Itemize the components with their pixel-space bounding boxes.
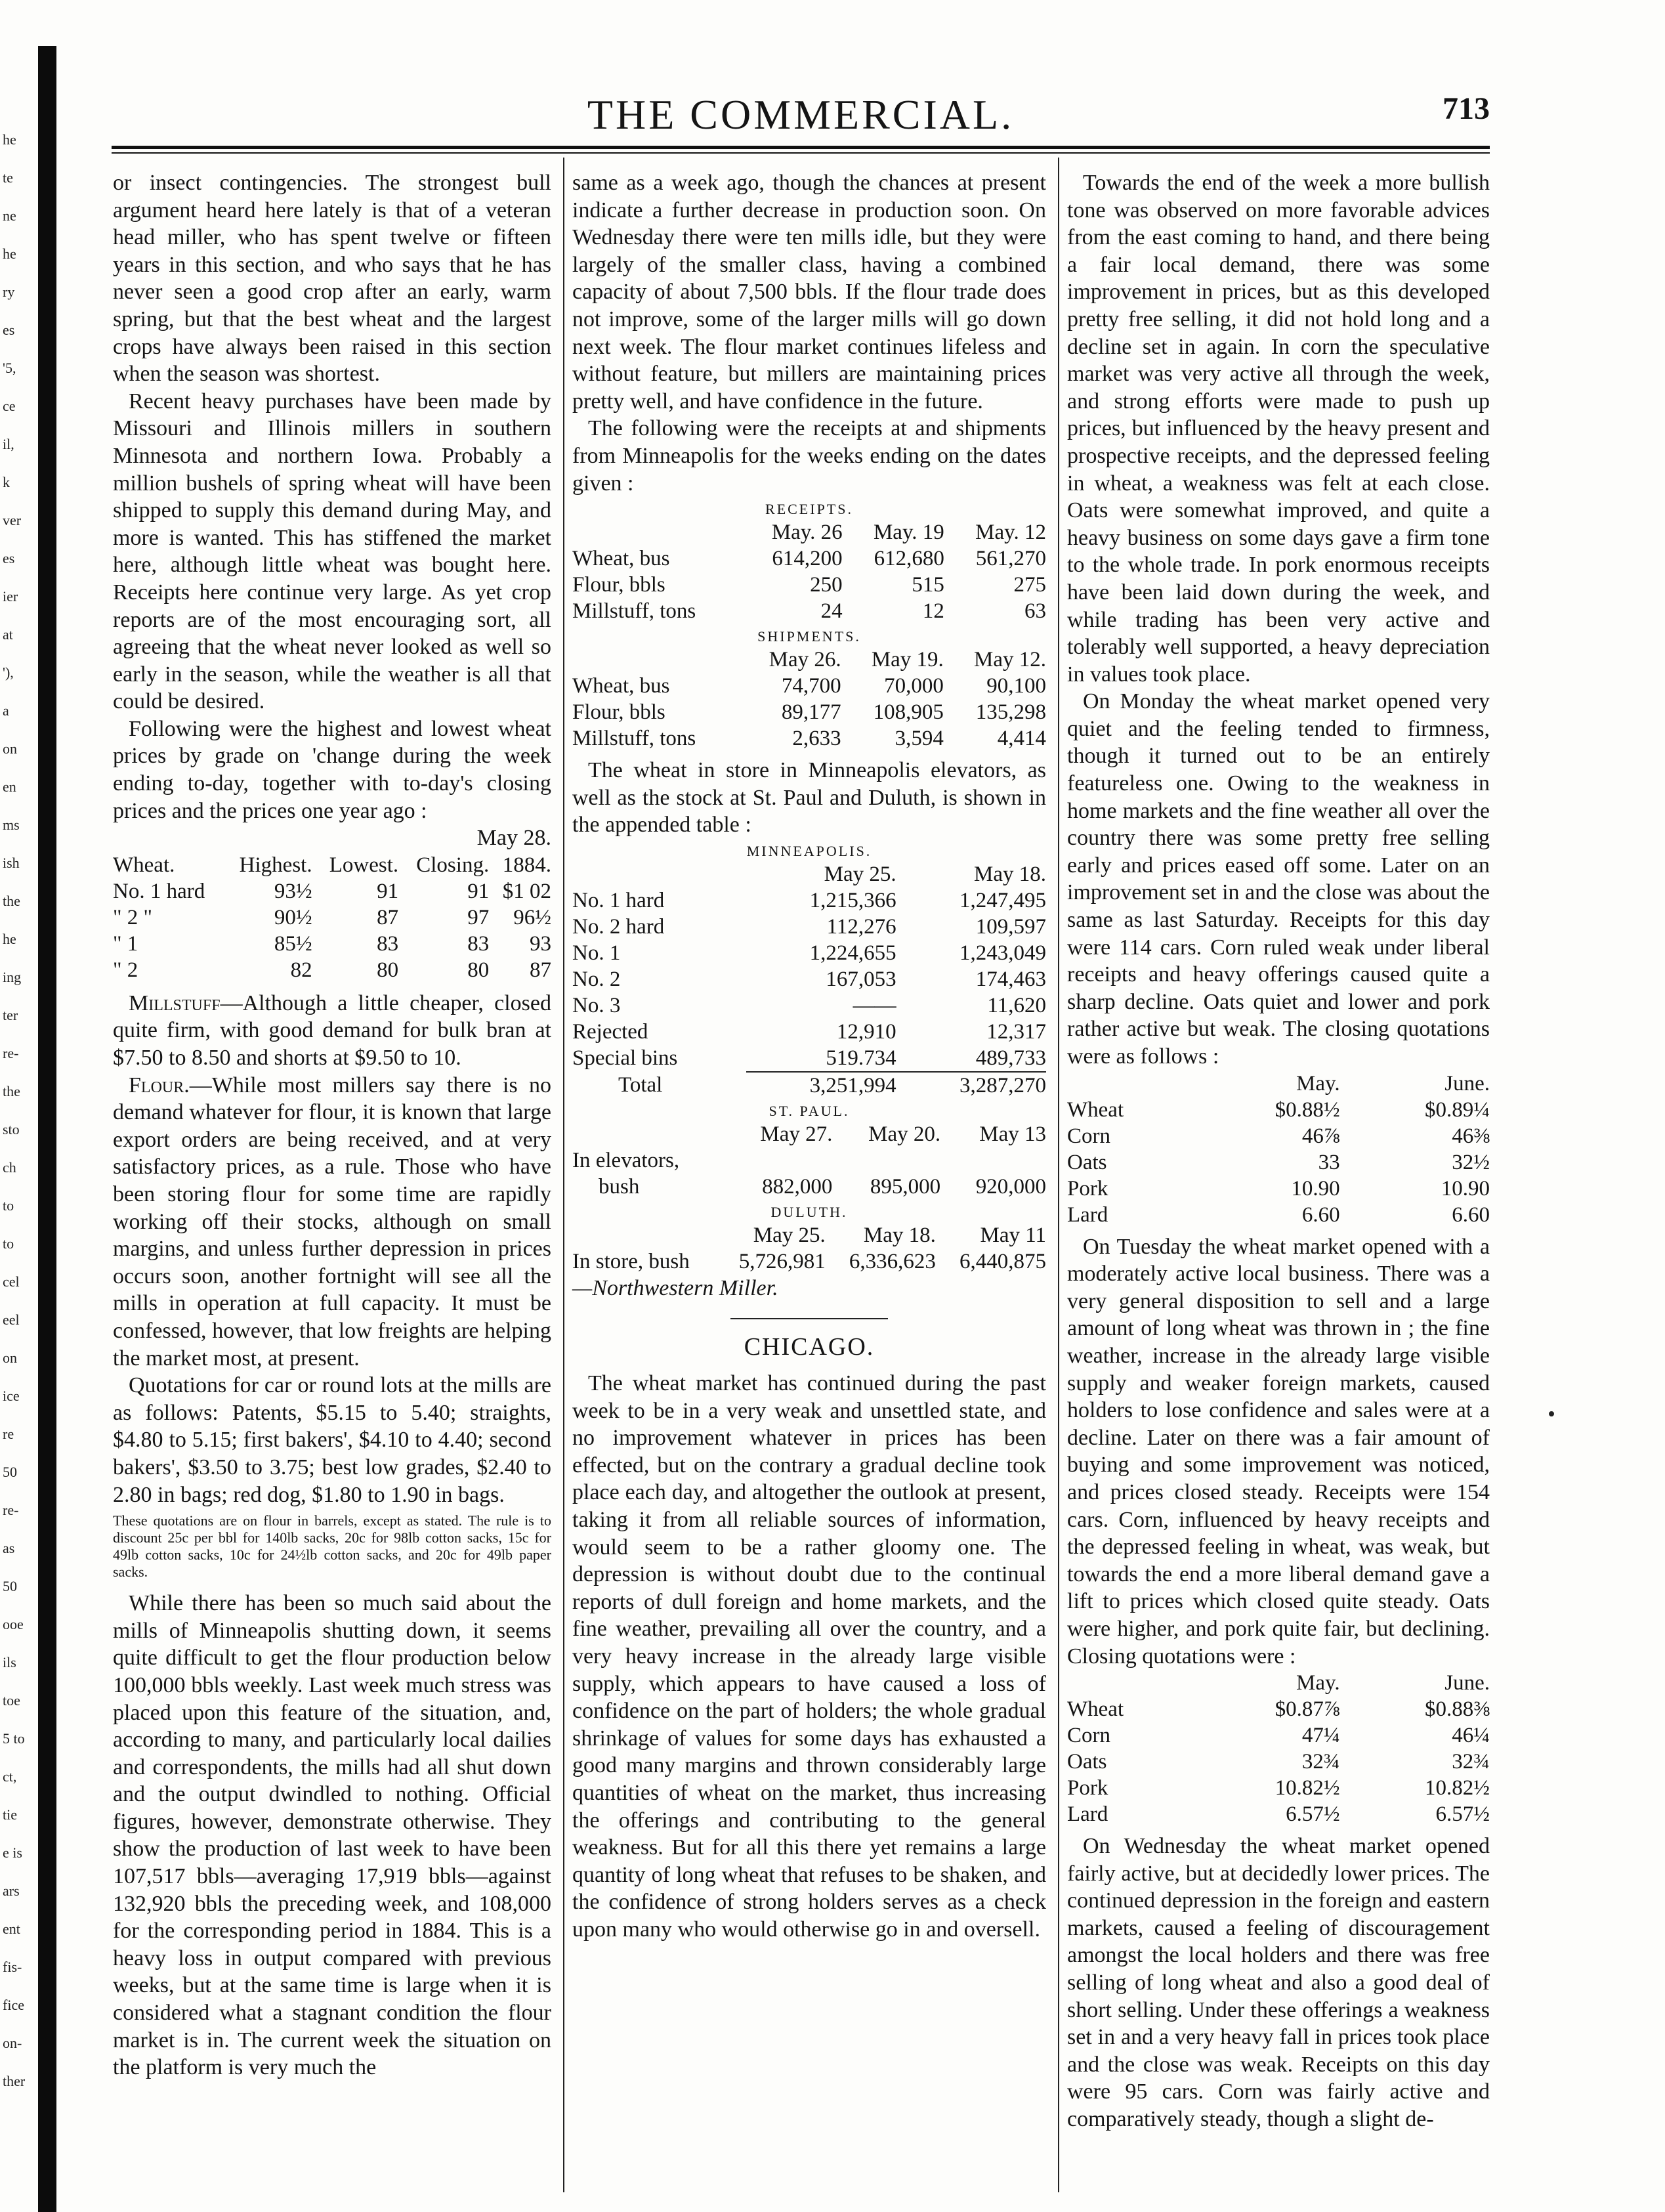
table-row-label: Wheat.	[113, 853, 175, 877]
table-row	[572, 992, 1046, 1019]
fragment-text: on	[3, 1350, 17, 1366]
table-cell: 32½	[1452, 1150, 1490, 1174]
table-cell: 32¾	[1301, 1750, 1340, 1774]
table-row	[572, 598, 1046, 624]
table-cell: Highest.	[239, 853, 312, 877]
duluth-stock-table	[572, 1222, 1046, 1275]
table-cell: 1,215,366	[809, 888, 896, 912]
ink-speck	[1549, 1411, 1554, 1416]
fragment-text: fice	[3, 1997, 24, 2013]
table-cell: 3,594	[895, 727, 944, 751]
fragment-text: ent	[3, 1921, 20, 1937]
table-cell: 93½	[274, 879, 312, 903]
table-cell: 10.90	[1291, 1176, 1340, 1201]
table-cell: 6,336,623	[849, 1249, 936, 1273]
table-cell: $1 02	[502, 879, 551, 903]
table-row-label: Lard	[1067, 1202, 1108, 1227]
table-row-label	[572, 647, 738, 673]
binding-shadow	[38, 46, 56, 2212]
table-row	[572, 940, 1046, 966]
run-in-heading: Flour.	[129, 1073, 190, 1097]
table-cell: 6.57½	[1435, 1802, 1490, 1827]
paragraph: The following were the receipts at and shipments from Minneapolis for the weeks ending on the dates given :	[572, 416, 1046, 496]
table-caption: MINNEAPOLIS.	[746, 842, 872, 859]
table-cell: 12,910	[836, 1019, 896, 1044]
table-row	[113, 957, 551, 983]
fragment-text: ver	[3, 512, 22, 528]
fragment-text: 5 to	[3, 1730, 25, 1747]
table-row	[572, 1019, 1046, 1045]
table-caption: SHIPMENTS.	[757, 628, 861, 645]
table-cell: 82	[290, 958, 312, 982]
table-cell: 250	[810, 573, 843, 597]
table-row	[1067, 1696, 1490, 1722]
paragraph: The wheat market has continued during the past week to be in a very weak and unsettled state, and no improvement whatever in prices has been effected, but on the contrary a gradual decline took place each day, and altogether the outlook at present, taking it from all reliable sources of information, would seem to be a rather gloomy one. The depression is without doubt due to the continual reports of dull foreign and home markets, and the fine weather, prevailing all over the country, and a very heavy increase in the already large visible supply, which appears to have caused a loss of confidence on the part of holders; the whole gradual shrinkage of values for some days has exhausted a good many margins and thrown considerably large quantities of wheat on the market, thus increasing the offerings and contributing to the general weakness. But for all this there yet remains a large quantity of long wheat that refuses to be shaken, and the confidence of strong holders serves as a check upon many who would otherwise go in and oversell.	[572, 1371, 1046, 1942]
table-header-row	[1067, 1071, 1490, 1097]
table-row	[1067, 1176, 1490, 1202]
table-row-label: Wheat	[1067, 1697, 1124, 1722]
table-cell: $0.87⅞	[1275, 1697, 1340, 1722]
fragment-text: ry	[3, 284, 15, 300]
table-row-label	[572, 1121, 725, 1147]
table-cell: 96½	[513, 905, 551, 929]
paragraph-text: —Although a little cheaper, closed quite firm, with good demand for bulk bran at $7.50 to 8.50 and shorts at $9.50 to 10.	[113, 990, 551, 1071]
table-row-label: In elevators,	[572, 1148, 680, 1172]
table-row-label: Wheat, bus	[572, 547, 670, 571]
table-row-label: bush	[599, 1174, 640, 1199]
table-cell: 519.734	[826, 1046, 896, 1070]
fragment-text: to	[3, 1235, 14, 1252]
fragment-text: te	[3, 169, 13, 186]
table-row-label: Pork	[1067, 1776, 1108, 1800]
table-cell: 74,700	[781, 674, 841, 698]
column-3	[1067, 169, 1490, 2133]
fragment-text: the	[3, 1083, 20, 1099]
run-in-heading: Millstuff	[129, 990, 221, 1015]
table-row-label: No. 1 hard	[572, 888, 665, 912]
fragment-text: ier	[3, 588, 18, 605]
table-row	[572, 572, 1046, 598]
table-cell: 6.60	[1452, 1202, 1490, 1227]
fragment-text: cel	[3, 1273, 20, 1290]
fragment-text: ms	[3, 817, 20, 833]
table-row-label	[572, 519, 741, 545]
table-row	[572, 1174, 1046, 1200]
paragraph: Recent heavy purchases have been made by Missouri and Illinois millers in southern Minnesota and northern Iowa. Probably a million bushels of spring wheat will have been shipped to supply this demand during May, and more is wanted. This has stiffened the market here, although little wheat was bought here. Receipts here continue very large. As yet crop reports are of the most encouraging sort, all agreeing that the wheat never looked as well so early in the season, while the weather is all that could be desired.	[113, 389, 551, 714]
table-row	[572, 966, 1046, 992]
table-caption: DULUTH.	[770, 1203, 848, 1220]
fragment-text: tie	[3, 1806, 17, 1823]
shipments-table	[572, 647, 1046, 752]
fragment-text: a	[3, 702, 9, 719]
table-row	[1067, 1749, 1490, 1775]
table-cell: 46⅞	[1301, 1124, 1340, 1148]
table-row-label: Millstuff, tons	[572, 599, 696, 624]
fragment-text: ther	[3, 2073, 26, 2089]
column-1	[113, 169, 551, 2081]
table-cell: 89,177	[781, 700, 841, 725]
table-row	[113, 904, 551, 931]
paragraph: On Tuesday the wheat market opened with a moderately active local business. There was a very general disposition to sell and a large amount of long wheat was thrown in ; the fine weather, increase in the already large visible supply and weaker foreign markets, caused holders to lose confidence and sales were at a decline. Later on there was a fair amount of buying and some improvement was noticed, and prices closed steady. Receipts were 154 cars. Corn, influenced by heavy receipts and the depressed feeling in wheat, was weak, but towards the end a more liberal demand gave a lift to prices which closed quite steady. Oats were higher, and pork quite fair, but declining. Closing quotations were :	[1067, 1234, 1490, 1669]
table-row-label: Millstuff, tons	[572, 727, 696, 751]
paragraph: Following were the highest and lowest wheat prices by grade on 'change during the week ending to-day, together with to-day's closing prices and the prices one year ago :	[113, 716, 551, 823]
table-row-label: Lard	[1067, 1802, 1108, 1827]
table-cell: 1,243,049	[959, 941, 1046, 965]
table-row-label: " 1	[113, 931, 138, 956]
table-row	[572, 887, 1046, 914]
fragment-text: ct,	[3, 1768, 17, 1785]
paragraph: Quotations for car or round lots at the mills are as follows: Patents, $5.15 to 5.40; straights, $4.80 to 5.15; first bakers', $4.10 to 4.40; second bakers', $3.50 to 3.75; best low grades, $2.40 to 2.80 in bags; red dog, $1.80 to 1.90 in bags.	[113, 1373, 551, 1507]
table-cell: $0.88⅜	[1425, 1697, 1490, 1722]
fragment-text: ils	[3, 1654, 16, 1670]
paragraph: On Monday the wheat market opened very quiet and the feeling tended to firmness, though it turned out to be an entirely featureless one. Owing to the weakness in home markets and the fine weather all over the country there was some pretty free selling early and prices eased off some. Later on an improvement set in and the close was about the same as last Saturday. Receipts for this day were 114 cars. Corn ruled weak under liberal receipts and heavy offerings caused quite a sharp decline. Oats quiet and lower and pork rather active but weak. The closing quotations were as follows :	[1067, 689, 1490, 1069]
table-cell: 167,053	[826, 967, 896, 991]
table-row-label: " 2	[113, 958, 138, 982]
fragment-text: il,	[3, 436, 14, 452]
fragment-text: he	[3, 245, 16, 262]
table-row-label: Wheat, bus	[572, 674, 670, 698]
table-row	[113, 931, 551, 957]
page-number: 713	[1443, 91, 1490, 126]
table-cell: May 13	[979, 1122, 1046, 1146]
table-cell: June.	[1444, 1671, 1490, 1695]
table-row	[1067, 1123, 1490, 1149]
fragment-text: e is	[3, 1844, 22, 1861]
table-row-label: Flour, bbls	[572, 700, 665, 725]
header-rule-thick	[112, 146, 1490, 149]
table-row-label	[1067, 1670, 1190, 1696]
previous-page-fragments	[0, 131, 36, 2166]
fragment-text: ce	[3, 398, 16, 414]
table-cell: 91	[467, 879, 490, 903]
paragraph-millstuff	[113, 990, 551, 1072]
table-total-row	[572, 1072, 1046, 1099]
table-cell: 6.57½	[1286, 1802, 1340, 1827]
fragment-text: ter	[3, 1007, 18, 1023]
table-cell: May 18.	[863, 1223, 936, 1247]
table-cell: 614,200	[772, 547, 843, 571]
section-title: CHICAGO.	[744, 1332, 875, 1361]
table-cell: 882,000	[762, 1174, 833, 1199]
table-cell: $0.89¼	[1425, 1097, 1490, 1122]
table-cell: 83	[467, 931, 490, 956]
table-cell: May 11	[980, 1223, 1046, 1247]
fragment-text: es	[3, 322, 15, 338]
table-cell: May.	[1296, 1671, 1340, 1695]
table-cell: 1,224,655	[809, 941, 896, 965]
fragment-text: fis-	[3, 1959, 22, 1975]
section-rule	[730, 1318, 888, 1319]
fragment-text: he	[3, 931, 16, 947]
table-cell: 515	[912, 573, 944, 597]
fragment-text: sto	[3, 1121, 20, 1138]
table-row	[1067, 1722, 1490, 1749]
table-cell: ——	[853, 993, 896, 1017]
closing-quotations-table	[1067, 1670, 1490, 1827]
table-row-label	[572, 1222, 715, 1248]
table-row	[572, 725, 1046, 752]
table-header-row	[572, 519, 1046, 545]
table-row	[1067, 1775, 1490, 1801]
table-cell: 83	[377, 931, 399, 956]
fragment-text: en	[3, 778, 16, 795]
table-cell: May 25.	[824, 862, 896, 886]
paragraph: While there has been so much said about the mills of Minneapolis shutting down, it seems quite difficult to get the flour production below 100,000 bbls weekly. Last week much stress was placed upon this feature of the situation, and, according to many, and particularly local dailies and correspondents, the mills had all shut down and the output dwindled to nothing. Official figures, however, demonstrate otherwise. They show the production of last week to have been 107,517 bbls—averaging 17,919 bbls—against 132,920 bbls the preceding week, and 108,000 for the corresponding period in 1884. This is a heavy loss in output compared with previous weeks, but at the same time is large when it is considered what a stagnant condition the flour market is in. The current week the situation on the platform is very much the	[113, 1591, 551, 2080]
price-table-date: May 28.	[476, 826, 551, 851]
header-rule-thin	[112, 152, 1490, 154]
table-cell: 80	[467, 958, 490, 982]
table-cell: 70,000	[884, 674, 944, 698]
fragment-text: at	[3, 626, 13, 643]
fragment-text: toe	[3, 1692, 20, 1709]
table-cell: 275	[1013, 573, 1046, 597]
table-row	[572, 1248, 1046, 1275]
table-row	[572, 673, 1046, 699]
table-row	[572, 1045, 1046, 1072]
table-row-label: No. 2 hard	[572, 914, 665, 939]
fragment-text: re-	[3, 1502, 19, 1518]
table-cell: 11,620	[987, 993, 1046, 1017]
table-cell: 24	[820, 599, 843, 624]
fragment-text: ish	[3, 855, 20, 871]
table-cell: May.	[1296, 1071, 1340, 1095]
table-row-label: No. 2	[572, 967, 621, 991]
fragment-text: re-	[3, 1045, 19, 1061]
fragment-text: ooe	[3, 1616, 24, 1632]
table-cell: May. 19	[873, 521, 944, 545]
table-cell: 4,414	[997, 727, 1046, 751]
fragment-text: the	[3, 893, 20, 909]
table-cell: 46¼	[1452, 1724, 1490, 1748]
fragment-text: re	[3, 1426, 14, 1442]
table-cell: 63	[1024, 599, 1046, 624]
footnote: These quotations are on flour in barrels, except as stated. The rule is to discount 25c per bbl for 140lb sacks, 20c for 98lb cotton sacks, 15c for 49lb cotton sacks, 10c for 24½lb cotton sacks, and 20c for 49lb paper sacks.	[113, 1512, 551, 1581]
table-cell: 80	[377, 958, 399, 982]
fragment-text: on-	[3, 2035, 22, 2051]
table-cell: 87	[377, 905, 399, 929]
table-cell: 2,633	[792, 727, 841, 751]
table-caption: ST. PAUL.	[769, 1102, 850, 1119]
table-row	[1067, 1202, 1490, 1228]
closing-quotations-table	[1067, 1071, 1490, 1228]
fragment-text: to	[3, 1197, 14, 1214]
fragment-text: ch	[3, 1159, 16, 1176]
masthead-title: THE COMMERCIAL.	[587, 91, 1015, 138]
table-cell: 895,000	[870, 1174, 941, 1199]
table-cell: May 12.	[974, 648, 1046, 672]
source-credit: —Northwestern Miller.	[572, 1275, 778, 1300]
fragment-text: 50	[3, 1464, 17, 1480]
table-cell: 135,298	[975, 700, 1046, 725]
table-cell: 91	[377, 879, 399, 903]
table-row-label: Special bins	[572, 1046, 678, 1071]
table-row	[572, 545, 1046, 572]
table-cell: 561,270	[975, 547, 1046, 571]
table-header-row	[572, 1222, 1046, 1248]
table-cell: 47¼	[1301, 1724, 1340, 1748]
table-cell: 32¾	[1452, 1750, 1490, 1774]
table-header-row	[113, 852, 551, 878]
table-cell: 1,247,495	[959, 888, 1046, 912]
minneapolis-stock-table	[572, 861, 1046, 1099]
table-row-label: Oats	[1067, 1750, 1107, 1774]
table-cell: 3,287,270	[896, 1072, 1046, 1099]
table-row-label: Rejected	[572, 1019, 648, 1044]
fragment-text: ice	[3, 1388, 20, 1404]
table-row-label: No. 1	[572, 941, 621, 965]
receipts-table	[572, 519, 1046, 624]
table-row-label: Pork	[1067, 1176, 1108, 1201]
table-row-label: Wheat	[1067, 1097, 1124, 1122]
fragment-text: ing	[3, 969, 22, 985]
table-row	[113, 878, 551, 904]
table-row	[1067, 1801, 1490, 1827]
fragment-text: ars	[3, 1882, 20, 1899]
column-2	[572, 169, 1046, 1944]
paragraph: or insect contingencies. The strongest bull argument heard here lately is that of a veteran head miller, who has spent twelve or fifteen years in this section, and who says that he has never seen a good crop after an early, warm spring, but that the best wheat and the largest crops have always been raised in this section when the season was shortest.	[113, 171, 551, 387]
table-cell: 174,463	[975, 967, 1046, 991]
table-cell: 109,597	[975, 914, 1046, 939]
paragraph-flour	[113, 1072, 551, 1372]
table-header-row	[572, 1121, 1046, 1147]
fragment-text: es	[3, 550, 15, 566]
table-cell: 12,317	[986, 1019, 1046, 1044]
table-cell: 87	[530, 958, 551, 982]
table-row-label: Flour, bbls	[572, 573, 665, 597]
table-cell: 33	[1318, 1150, 1340, 1174]
table-cell: 10.82½	[1275, 1776, 1340, 1800]
table-cell: 12	[922, 599, 944, 624]
table-row-label: Corn	[1067, 1124, 1110, 1148]
table-cell: Lowest.	[329, 853, 399, 877]
table-cell: 920,000	[975, 1174, 1046, 1199]
table-cell: Closing.	[416, 853, 490, 877]
table-cell: 90½	[274, 905, 312, 929]
table-cell: 112,276	[826, 914, 896, 939]
table-cell: May 19.	[871, 648, 944, 672]
table-cell: 489,733	[975, 1046, 1046, 1070]
table-cell: 90,100	[986, 674, 1046, 698]
table-cell: 97	[467, 905, 490, 929]
table-row-label	[572, 861, 746, 887]
table-cell: 46⅜	[1452, 1124, 1490, 1148]
table-cell: 6,440,875	[959, 1249, 1046, 1273]
table-row-label: " 2 "	[113, 905, 152, 929]
table-cell: May 20.	[868, 1122, 941, 1146]
table-cell: May. 26	[771, 521, 843, 545]
table-cell: May 25.	[753, 1223, 826, 1247]
paragraph: On Wednesday the wheat market opened fairly active, but at decidedly lower prices. The continued depression in the foreign and eastern markets, caused a feeling of discouragement amongst the local holders and there was free selling of long wheat and also a good deal of short selling. Under these offerings a weakness set in and a very heavy fall in prices took place and the close was weak. Receipts on this day were 95 cars. Corn was fairly active and comparatively steady, though a slight de-	[1067, 1834, 1490, 2132]
table-cell: May 18.	[974, 862, 1046, 886]
column-divider	[1058, 158, 1059, 2192]
table-cell: 108,905	[873, 700, 944, 725]
table-row	[1067, 1097, 1490, 1123]
table-cell: June.	[1444, 1071, 1490, 1095]
table-row	[1067, 1149, 1490, 1176]
table-cell: 10.90	[1441, 1176, 1490, 1201]
fragment-text: he	[3, 131, 16, 148]
table-cell: 612,680	[874, 547, 944, 571]
wheat-price-table	[113, 852, 551, 983]
page-header	[112, 91, 1490, 137]
table-row-label: Total	[618, 1073, 663, 1097]
paragraph: same as a week ago, though the chances at present indicate a further decrease in production soon. On Wednesday there were ten mills idle, but they were largely of the smaller class, having a combined capacity of about 7,500 bbls. If the flour trade does not improve, some of the larger mills will go down next week. The flour market continues lifeless and without feature, but millers are maintaining prices pretty well, and have confidence in the future.	[572, 171, 1046, 414]
table-header-row	[572, 861, 1046, 887]
table-row	[572, 1147, 1046, 1174]
table-row-label: Corn	[1067, 1724, 1110, 1748]
table-caption: RECEIPTS.	[765, 501, 853, 518]
fragment-text: k	[3, 474, 10, 490]
table-cell: May 27.	[760, 1122, 833, 1146]
table-header-row	[1067, 1670, 1490, 1696]
table-cell: 6.60	[1301, 1202, 1340, 1227]
table-cell: 3,251,994	[746, 1072, 896, 1099]
table-row-label: Oats	[1067, 1150, 1107, 1174]
table-cell: 5,726,981	[738, 1249, 826, 1273]
table-cell: May. 12	[975, 521, 1046, 545]
table-row-label: No. 1 hard	[113, 879, 205, 903]
table-row	[572, 699, 1046, 725]
st-paul-stock-table	[572, 1121, 1046, 1200]
table-row-label: No. 3	[572, 993, 621, 1017]
fragment-text: eel	[3, 1311, 20, 1328]
table-cell: 10.82½	[1425, 1776, 1490, 1800]
fragment-text: '5,	[3, 360, 16, 376]
column-divider	[563, 158, 564, 2192]
fragment-text: 50	[3, 1578, 17, 1594]
paragraph-text: —While most millers say there is no demand whatever for flour, it is known that large export orders are being received, and at very satisfactory prices, as a rule. Those who have been storing flour for some time are rapidly working off their stocks, although on small margins, and unless further depression in prices occurs soon, another fortnight will see all the mills in operation at full capacity. It must be confessed, however, that low freights are helping the market most, at present.	[113, 1073, 551, 1371]
table-cell: 85½	[274, 931, 312, 956]
fragment-text: ne	[3, 207, 16, 224]
fragment-text: on	[3, 740, 17, 757]
paragraph: Towards the end of the week a more bullish tone was observed on more favorable advices from the east coming to hand, and there being a fair local demand, there was some improvement in prices, but as this developed pretty free selling, it did not hold long and a decline set in again. In corn the speculative market was very active all through the week, and strong efforts were made to push up prices, but influenced by the heavy present and prospective receipts, and the depressed feeling in wheat, a weakness was felt at each close. Oats were somewhat improved, and quite a heavy business on some days gave a firm tone to the whole trade. In pork enormous receipts have been laid down during the week, and while trading has been very active and tolerably well supported, a heavy depreciation in values took place.	[1067, 171, 1490, 687]
table-cell: $0.88½	[1275, 1097, 1340, 1122]
table-row-label: In store, bush	[572, 1249, 690, 1273]
table-cell: 93	[530, 931, 551, 956]
table-header-row	[572, 647, 1046, 673]
table-row	[572, 914, 1046, 940]
paragraph: The wheat in store in Minneapolis elevators, as well as the stock at St. Paul and Duluth, is shown in the appended table :	[572, 758, 1046, 838]
table-cell: May 26.	[769, 648, 841, 672]
fragment-text: '),	[3, 664, 14, 681]
table-row-label	[1067, 1071, 1190, 1097]
table-cell: 1884.	[502, 853, 551, 877]
fragment-text: as	[3, 1540, 15, 1556]
